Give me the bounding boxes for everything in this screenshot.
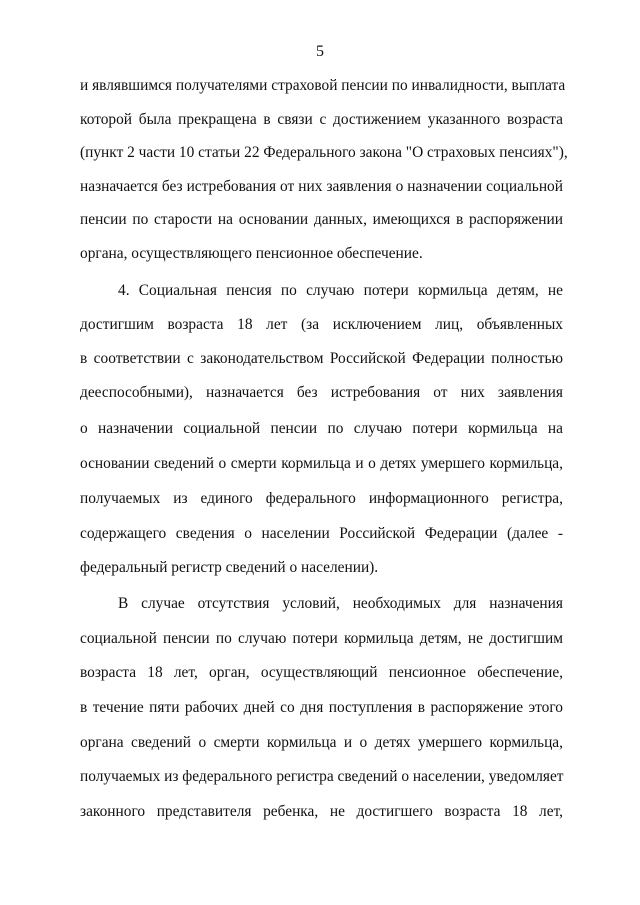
text-line: социальной пенсии по случаю потери кормильца детям, не достигшим: [80, 630, 563, 647]
text-line: органа, осуществляющего пенсионное обеспечение.: [80, 245, 423, 262]
text-line: в соответствии с законодательством Российской Федерации полностью: [80, 350, 563, 367]
text-line: содержащего сведения о населении Российской Федерации (далее -: [80, 525, 563, 542]
text-line: В случае отсутствия условий, необходимых для назначения: [118, 595, 563, 612]
text-line: федеральный регистр сведений о населении).: [80, 559, 379, 576]
text-line: 4. Социальная пенсия по случаю потери кормильца детям, не: [118, 282, 563, 299]
text-line: пенсии по старости на основании данных, имеющихся в распоряжении: [80, 211, 563, 228]
text-line: дееспособными), назначается без истребования от них заявления: [80, 384, 563, 401]
text-line: о назначении социальной пенсии по случаю потери кормильца на: [80, 420, 563, 437]
text-line: органа сведений о смерти кормильца и о детях умершего кормильца,: [80, 734, 563, 751]
page-number: 5: [316, 43, 324, 60]
text-line: законного представителя ребенка, не достигшего возраста 18 лет,: [80, 803, 563, 820]
text-line: в течение пяти рабочих дней со дня поступления в распоряжение этого: [80, 699, 563, 716]
text-line: достигшим возраста 18 лет (за исключением лиц, объявленных: [80, 316, 563, 333]
text-line: назначается без истребования от них заявления о назначении социальной: [80, 178, 563, 195]
text-line: возраста 18 лет, орган, осуществляющий пенсионное обеспечение,: [80, 664, 563, 681]
text-line: которой была прекращена в связи с достижением указанного возраста: [80, 111, 563, 128]
text-line: получаемых из федерального регистра сведений о населении, уведомляет: [80, 768, 564, 785]
text-line: получаемых из единого федерального информационного регистра,: [80, 490, 563, 507]
text-line: основании сведений о смерти кормильца и о детях умершего кормильца,: [80, 455, 563, 472]
text-line: и являвшимся получателями страховой пенсии по инвалидности, выплата: [80, 77, 566, 94]
text-line: (пункт 2 части 10 статьи 22 Федерального закона "О страховых пенсиях"),: [80, 144, 568, 161]
